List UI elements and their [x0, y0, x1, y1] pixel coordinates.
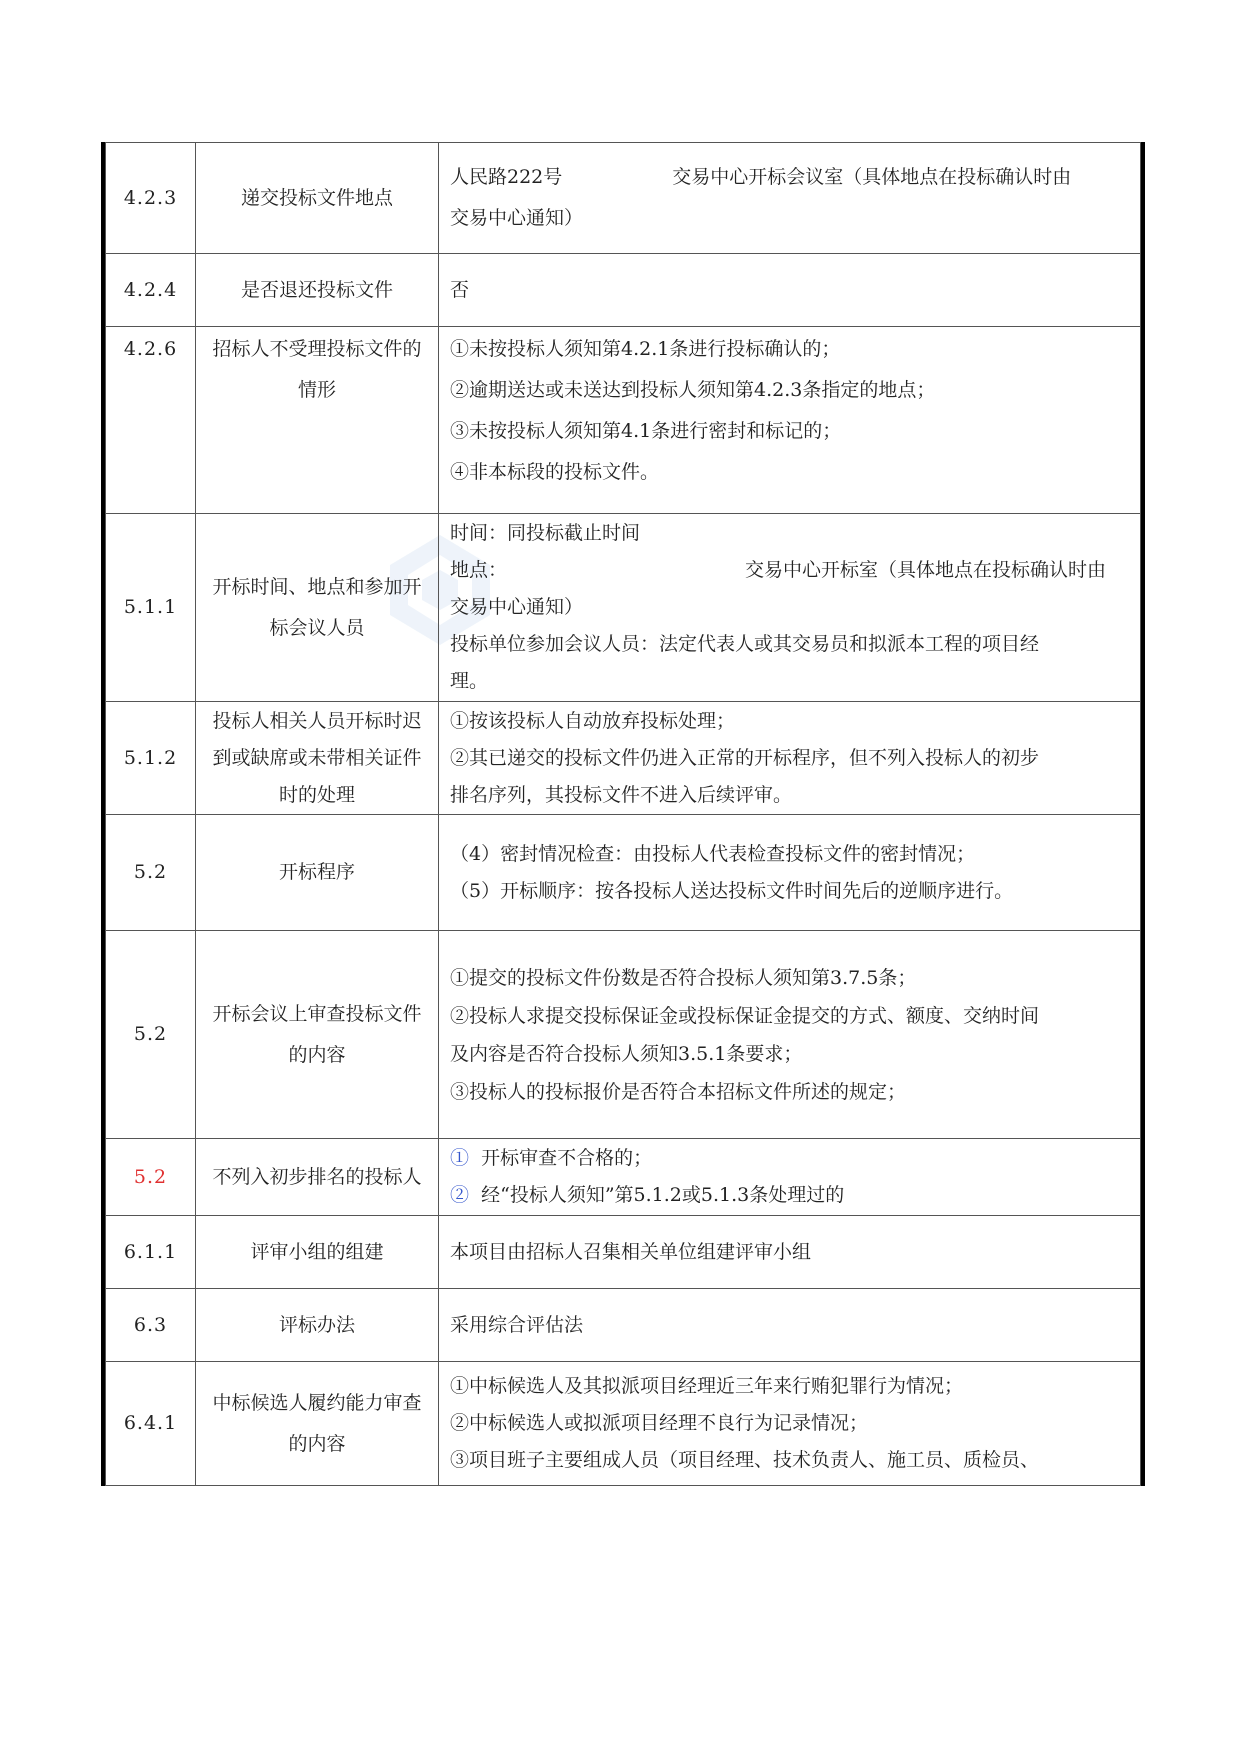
clause-number: 5.2 [106, 815, 196, 931]
table-row [106, 143, 1141, 254]
content-line: ③项目班子主要组成人员（项目经理、技术负责人、施工员、质检员、 [450, 1449, 1040, 1471]
table-row [106, 1362, 1141, 1486]
clause-title: 评标办法 [196, 1289, 439, 1362]
clause-content [439, 1139, 1141, 1216]
content-line: 地点： [450, 559, 508, 581]
clause-number: 5.1.2 [106, 702, 196, 815]
content-line: 交易中心开标室（具体地点在投标确认时由 [745, 559, 1107, 581]
content-line: ①未按投标人须知第4.2.1条进行投标确认的； [450, 338, 841, 360]
clause-number: 5.1.1 [106, 514, 196, 702]
clause-number: 5.2 [106, 931, 196, 1139]
clause-content [439, 514, 1141, 702]
content-line: ②逾期送达或未送达到投标人须知第4.2.3条指定的地点； [450, 379, 936, 401]
content-line: 排名序列，其投标文件不进入后续评审。 [450, 783, 793, 806]
circle-marker: ② [450, 1184, 470, 1206]
clause-title: 招标人不受理投标文件的情形 [196, 327, 439, 514]
table-row [106, 702, 1141, 815]
clause-title: 不列入初步排名的投标人 [196, 1139, 439, 1216]
table-row [106, 1289, 1141, 1362]
clause-number: 4.2.4 [106, 254, 196, 327]
clause-content [439, 143, 1141, 254]
clause-number: 6.1.1 [106, 1216, 196, 1289]
content-line: 采用综合评估法 [450, 1313, 584, 1336]
content-line: ②投标人求提交投标保证金或投标保证金提交的方式、额度、交纳时间 [450, 1004, 1040, 1027]
table-row [106, 931, 1141, 1139]
content-line: ①中标候选人及其拟派项目经理近三年来行贿犯罪行为情况； [450, 1375, 964, 1397]
clause-number: 5.2 [106, 1139, 196, 1216]
table-row [106, 1216, 1141, 1289]
content-line: （5）开标顺序：按各投标人送达投标文件时间先后的逆顺序进行。 [450, 879, 1014, 902]
clause-number: 6.3 [106, 1289, 196, 1362]
content-line: 交易中心通知） [450, 596, 584, 618]
clause-title: 开标时间、地点和参加开标会议人员 [196, 514, 439, 702]
content-line: （4）密封情况检查：由投标人代表检查投标文件的密封情况； [450, 842, 976, 865]
clause-number: 4.2.3 [106, 143, 196, 254]
table-row [106, 254, 1141, 327]
clause-content [439, 931, 1141, 1139]
content-line: 本项目由招标人召集相关单位组建评审小组 [450, 1240, 812, 1263]
content-line: 投标单位参加会议人员：法定代表人或其交易员和拟派本工程的项目经 [450, 633, 1040, 655]
content-line: 及内容是否符合投标人须知3.5.1条要求； [450, 1042, 803, 1065]
table-row [106, 815, 1141, 931]
content-line: ①按该投标人自动放弃投标处理； [450, 709, 736, 732]
clause-content [439, 1362, 1141, 1486]
content-line: 经“投标人须知”第5.1.2或5.1.3条处理过的 [481, 1184, 845, 1206]
content-line: ①提交的投标文件份数是否符合投标人须知第3.7.5条； [450, 966, 917, 989]
clause-title: 开标程序 [196, 815, 439, 931]
clause-content [439, 1216, 1141, 1289]
clause-title: 中标候选人履约能力审查的内容 [196, 1362, 439, 1486]
table-row [106, 1139, 1141, 1216]
content-line: 否 [450, 278, 470, 301]
clause-content [439, 815, 1141, 931]
clause-number: 6.4.1 [106, 1362, 196, 1486]
clause-content [439, 702, 1141, 815]
clause-number: 4.2.6 [106, 327, 196, 514]
clause-content [439, 254, 1141, 327]
content-line: 开标审查不合格的； [481, 1147, 653, 1169]
content-line: 理。 [450, 670, 489, 692]
clause-content [439, 1289, 1141, 1362]
circle-marker: ① [450, 1147, 470, 1169]
clause-content [439, 327, 1141, 514]
content-line: ③投标人的投标报价是否符合本招标文件所述的规定； [450, 1080, 907, 1103]
content-line: ②中标候选人或拟派项目经理不良行为记录情况； [450, 1412, 869, 1434]
content-line: ②其已递交的投标文件仍进入正常的开标程序，但不列入投标人的初步 [450, 746, 1040, 769]
content-line: 交易中心通知） [450, 207, 584, 229]
clause-title: 评审小组的组建 [196, 1216, 439, 1289]
content-line: ③未按投标人须知第4.1条进行密封和标记的； [450, 420, 842, 442]
clause-title: 递交投标文件地点 [196, 143, 439, 254]
clause-title: 是否退还投标文件 [196, 254, 439, 327]
table-row [106, 327, 1141, 514]
content-line: 时间：同投标截止时间 [450, 522, 641, 544]
content-line: ④非本标段的投标文件。 [450, 461, 660, 483]
content-line: 人民路222号 [450, 166, 563, 188]
clause-title: 投标人相关人员开标时迟到或缺席或未带相关证件时的处理 [196, 702, 439, 815]
table-row [106, 514, 1141, 702]
clause-title: 开标会议上审查投标文件的内容 [196, 931, 439, 1139]
requirements-table [101, 142, 1145, 1486]
content-line: 交易中心开标会议室（具体地点在投标确认时由 [672, 166, 1072, 188]
